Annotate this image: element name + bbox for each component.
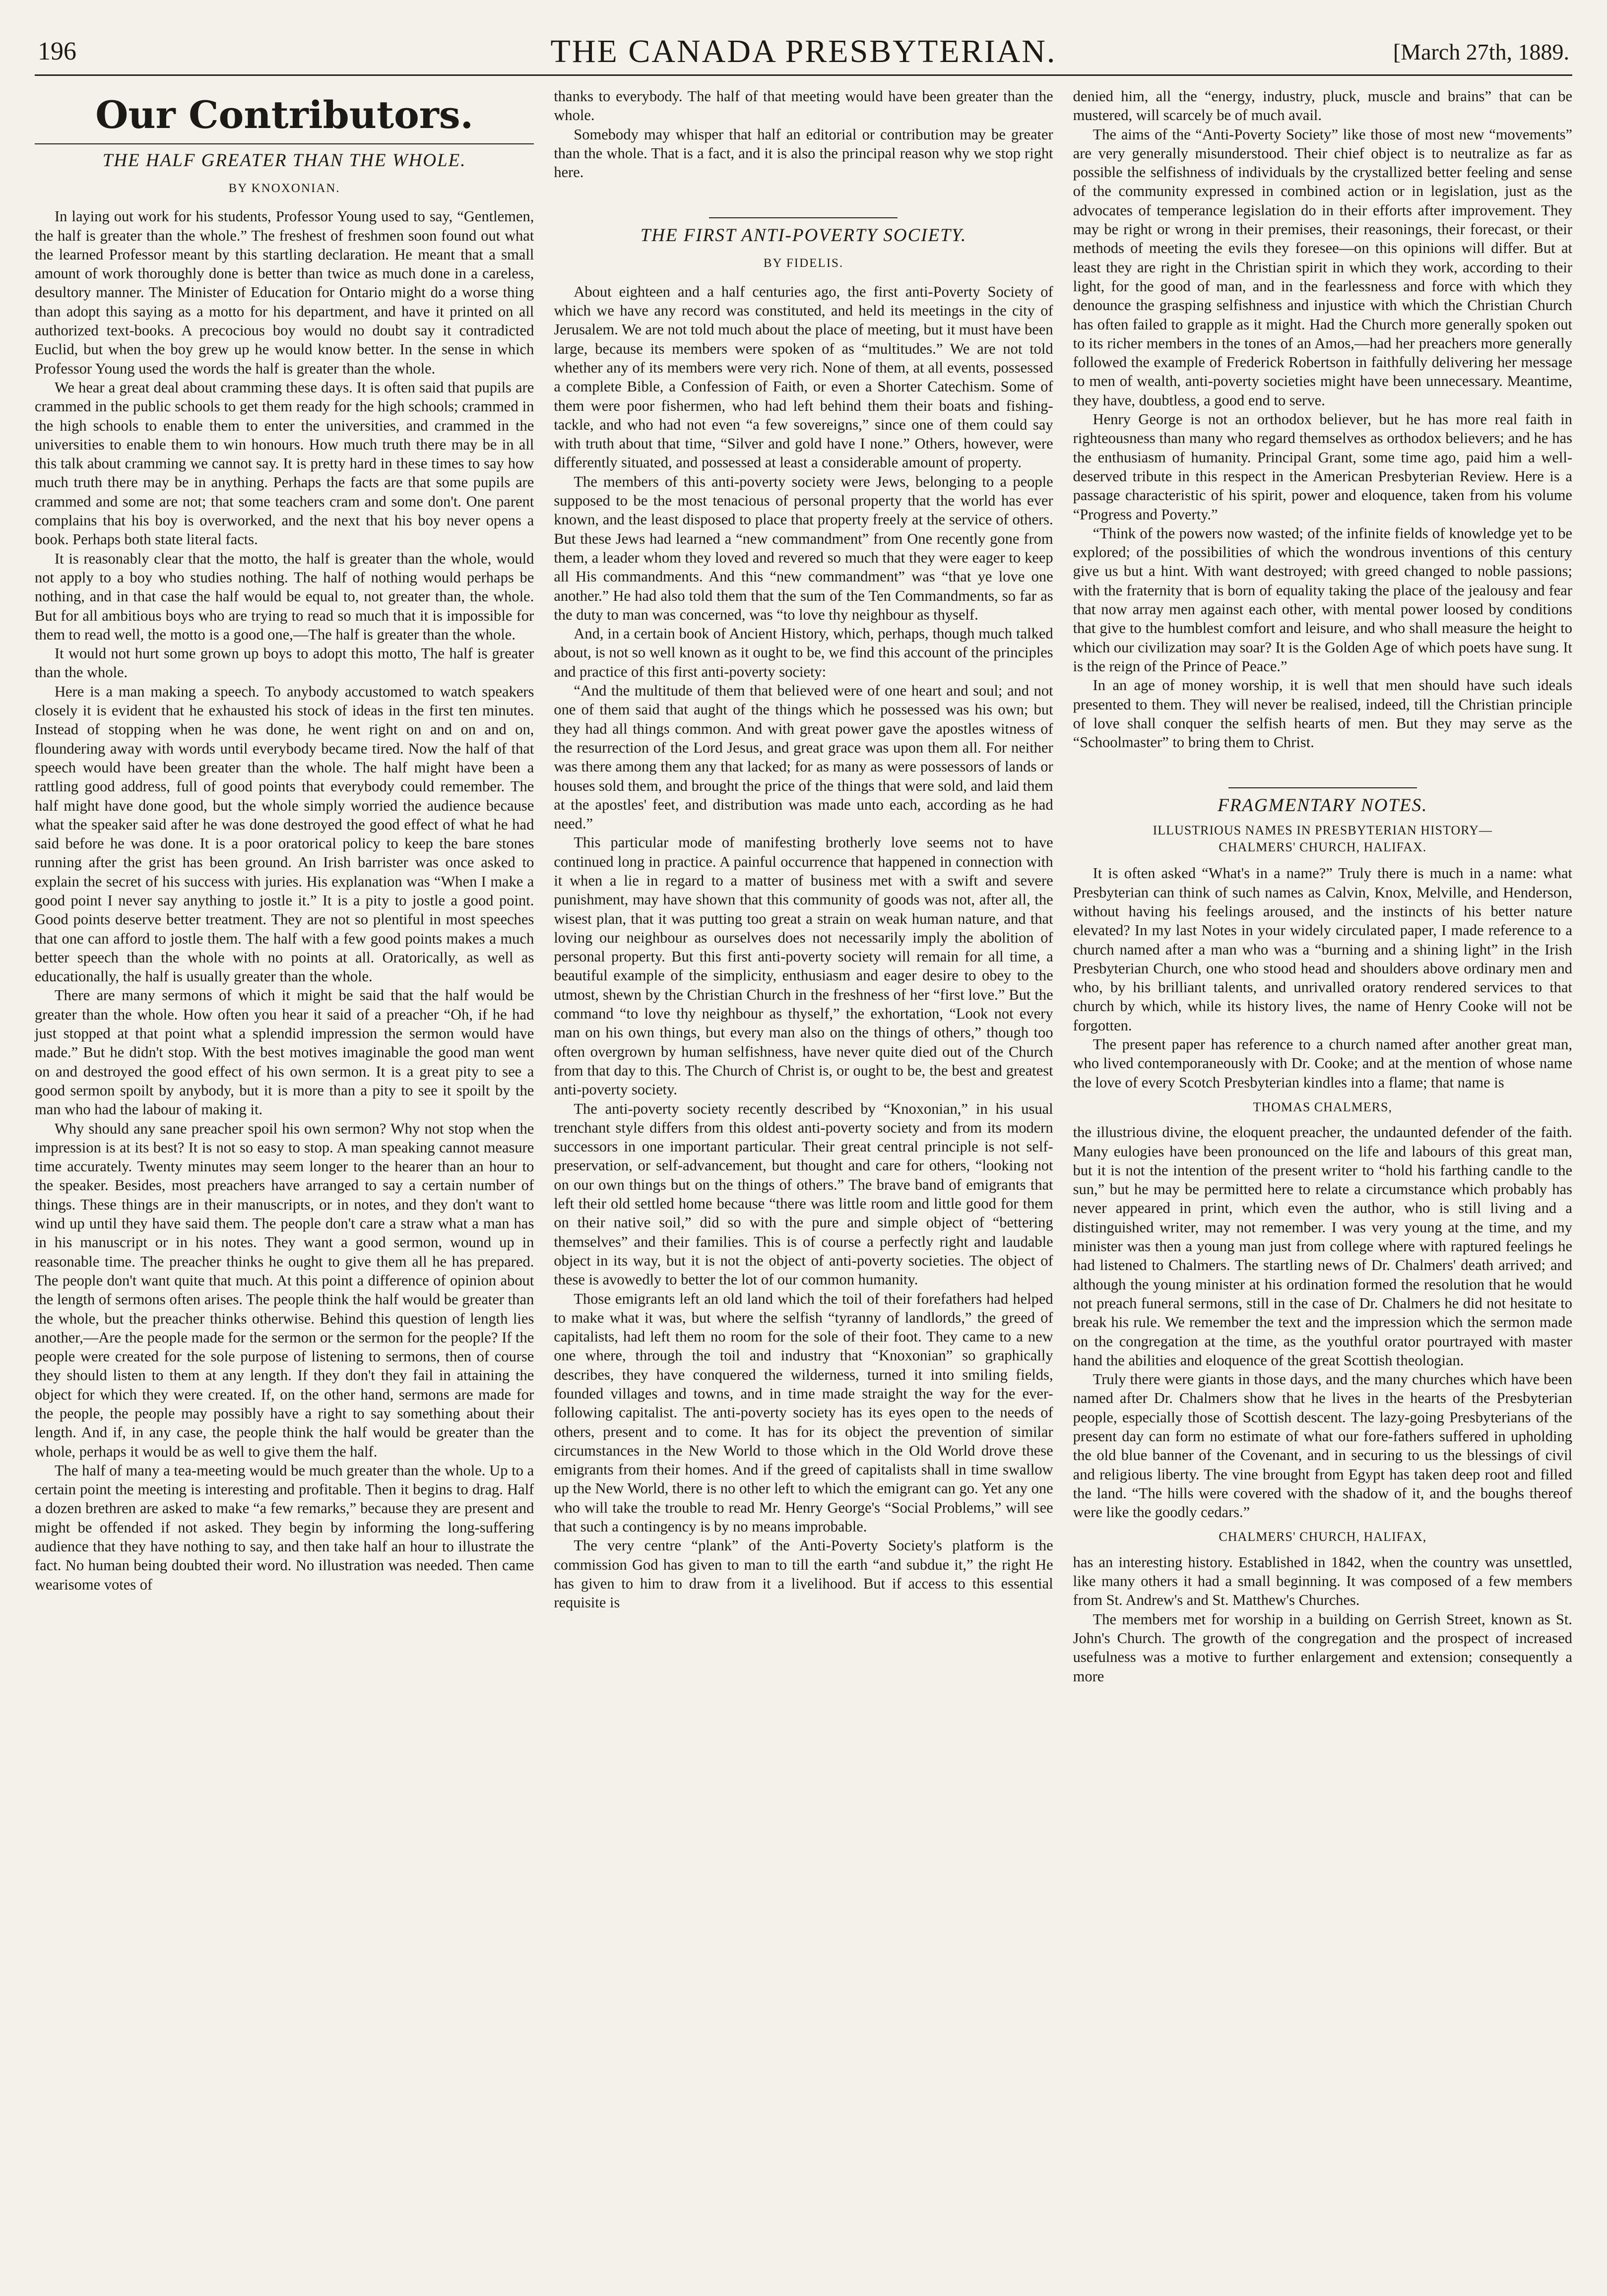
scripture-quote: “And the multitude of them that believed were of one heart and soul; and not one of them said that aught of the things which he possessed was his own; but they had all things common. And with great power gave the apostles witness of the resurrection of the Lord Jesus, and great grace was upon them all. For neither was there among them any that lacked; for as many as were possessors of lands or houses sold them, and brought the price of the things that were sold, and laid them at the apostles' feet, and distribution was made unto each, according as he had need.”	[554, 682, 1053, 832]
columns	[35, 87, 1572, 1686]
paragraph: It would not hurt some grown up boys to adopt this motto, The half is greater than the whole.	[35, 645, 534, 681]
subtitle-line: ILLUSTRIOUS NAMES IN PRESBYTERIAN HISTORY—	[1153, 823, 1492, 838]
paragraph: The aims of the “Anti-Poverty Society” like those of most new “movements” are very generally misunderstood. Their chief object is to neutralize as far as possible the selfishness of individuals by the crystallized better feeling and sense of the community expressed in combined action or in legislation, just as the advocates of temperance legislation do in their efforts after improvement. They may be right or wrong in their premises, their reasonings, their forecast, or their methods of meeting the evils they foresee—on this opinions will differ. But at least they are right in the Christian spirit in which they work, according to their light, for the good of man, and in the fearlessness and force with which they denounce the grasping selfishness and injustice with which the Christian Church has often failed to grapple as it might. Had the Church more generally spoken out to its richer members in the tones of an Amos,—had her preachers more generally followed the example of Frederick Robertson in faithfully delivering her message to men of wealth, anti-poverty societies might have been unnecessary. Meantime, they have, doubtless, a good end to serve.	[1073, 126, 1572, 409]
paragraph: And, in a certain book of Ancient History, which, perhaps, though much talked about, is not so well known as it ought to be, we find this account of the principles and practice of this first anti-poverty society:	[554, 625, 1053, 680]
spacer	[1073, 752, 1572, 781]
article-title: THE HALF GREATER THAN THE WHOLE.	[102, 150, 466, 171]
article-title: FRAGMENTARY NOTES.	[1218, 795, 1428, 816]
paragraph: thanks to everybody. The half of that meeting would have been greater than the whole.	[554, 88, 1053, 124]
article-body	[1073, 864, 1572, 1685]
paragraph: There are many sermons of which it might be said that the half would be greater than the whole. How often you hear it said of a preacher “Oh, if he had just stopped at that point what a splendid impression the sermon would have made.” But he didn't stop. With the best motives imaginable the good man went on and destroyed the good effect of his own sermon. It is a great pity to see a good sermon spoilt by anybody, but it is more than a pity to see it spoilt by the man who had the labour of making it.	[35, 987, 534, 1118]
paragraph: Henry George is not an orthodox believer, but he has more real faith in righteousness than many who regard themselves as orthodox believers; and he has the enthusiasm of humanity. Principal Grant, some time ago, paid him a well-deserved tribute in this respect in the American Presbyterian Review. Here is a passage characteristic of his spirit, power and eloquence, taken from his volume “Progress and Poverty.”	[1073, 411, 1572, 523]
paragraph: The anti-poverty society recently described by “Knoxonian,” in his usual trenchant style differs from this oldest anti-poverty society and from its modern successors in one important particular. Their great central principle is not self-preservation, or self-advancement, but thought and care for others, “looking not on our own things but on the things of others.” The brave band of emigrants that left their old settled home because “there was little room and little good for them on their native soil,” did so with the pure and simple object of “bettering themselves” and their families. This is of course a perfectly right and laudable object in its way, but it is not the object of anti-poverty societies. The object of these is avowedly to better the lot of our common humanity.	[554, 1100, 1053, 1288]
section-title: Our Contributors.	[95, 93, 474, 137]
paragraph: Somebody may whisper that half an editorial or contribution may be greater than the whole. That is a fact, and it is also the principal reason why we stop right here.	[554, 126, 1053, 181]
divider	[35, 143, 534, 144]
issue-date: [March 27th, 1889.	[1393, 39, 1569, 64]
paragraph: Those emigrants left an old land which the toil of their forefathers had helped to make what it was, but where the selfish “tyranny of landlords,” the greed of capitalists, had left them no room for the sole of their foot. They came to a new one where, through the toil and industry that “Knoxonian” so graphically describes, they have conquered the wilderness, turned it into smiling fields, founded villages and towns, and in time made straight the way for the ever-following capitalist. The anti-poverty society has its eyes open to the needs of others, present and to come. It has for its object the prevention of similar circumstances in the New World to those which in the Old World drove these emigrants from their homes. And if the greed of capitalists shall in time swallow up the New World, there is no other left to which the emigrant can go. Yet any one who will take the trouble to read Mr. Henry George's “Social Problems,” will see that such a contingency is by no means improbable.	[554, 1290, 1053, 1535]
quotation: “Think of the powers now wasted; of the infinite fields of knowledge yet to be explored; of the possibilities of which the wondrous inventions of this century give us but a hint. With want destroyed; with greed changed to noble passions; with the fraternity that is born of equality taking the place of the jealousy and fear that now array men against each other, with mental power loosed by conditions that give to the humblest comfort and leisure, and who shall measure the height to which our civilization may soar? It is the Golden Age of which poets have sung. It is the reign of the Prince of Peace.”	[1073, 524, 1572, 675]
paragraph: In an age of money worship, it is well that men should have such ideals presented to them. They will never be realised, indeed, till the Christian principle of love shall conquer the selfish hearts of men. But they may serve as the “Schoolmaster” to bring them to Christ.	[1073, 677, 1572, 751]
paragraph: has an interesting history. Established in 1842, when the country was unsettled, like many others it had a small beginning. It was composed of a few members from St. Andrew's and St. Matthew's Churches.	[1073, 1553, 1572, 1609]
page-number: 196	[38, 37, 76, 65]
paragraph: denied him, all the “energy, industry, pluck, muscle and brains” that can be mustered, will scarcely be of much avail.	[1073, 88, 1572, 124]
subtitle-line: CHALMERS' CHURCH, HALIFAX.	[1219, 840, 1427, 855]
masthead	[35, 30, 1572, 76]
article-subtitle	[1073, 822, 1572, 856]
newspaper-title: THE CANADA PRESBYTERIAN.	[550, 33, 1057, 69]
divider	[1228, 787, 1417, 788]
paragraph: the illustrious divine, the eloquent preacher, the undaunted defender of the faith. Many eulogies have been pronounced on the life and labours of this great man, but it is not the intention of the present writer to “hold his farthing candle to the sun,” but he may be permitted here to relate a circumstance which probably has never appeared in print, which even the author, who is still living and a distinguished writer, may not remember. I was very young at the time, and my minister was then a young man just from college where with raptured feelings he had listened to Chalmers. The startling news of Dr. Chalmers' death arrived; and although the young minister at his ordination formed the resolution that he would not preach funeral sermons, still in the case of Dr. Chalmers he did not hesitate to break his rule. We remember the text and the impression which the sermon made on the congregation at the time, as the youthful orator pourtrayed with master hand the abilities and eloquence of the great Scottish theologian.	[1073, 1124, 1572, 1369]
paragraph: Here is a man making a speech. To anybody accustomed to watch speakers closely it is evident that he exhausted his stock of ideas in the first ten minutes. Instead of stopping when he was done, he went right on and on and on, floundering away with words until everybody became tired. Now the half of that speech would have been greater than the whole. The half might have been a rattling good address, full of good points that everybody could remember. The half might have done good, but the whole simply worried the audience because what the speaker said after he was done destroyed the good effect of what he had said before he was done. It is a poor oratorical policy to keep the bare stones running after the grist has been ground. An Irish barrister was once asked to explain the secret of his success with juries. His explanation was “When I make a good point I never say anything to jostle it.” It is a pity to jostle a good point. Good points deserve better treatment. They are not so plentiful in most speeches that one can afford to jostle them. The half with a few good points makes a much better speech than the whole with no points at all. Oratorically, as well as educationally, the half is usually greater than the whole.	[35, 683, 534, 985]
divider	[709, 217, 898, 218]
paragraph: It is reasonably clear that the motto, the half is greater than the whole, would not apply to a boy who studies nothing. The half of nothing would perhaps be nothing, and in that case the half would be equal to, not greater than, the whole. But for all ambitious boys who are trying to read so much that it is impossible for them to read well, the motto is a good one,—The half is greater than the whole.	[35, 550, 534, 643]
article-body	[35, 207, 534, 1594]
paragraph: About eighteen and a half centuries ago, the first anti-Poverty Society of which we have any record was constituted, and held its meetings in the city of Jerusalem. We are not told much about the place of meeting, but it must have been large, because its members were spoken of as “multitudes.” We are not told whether any of its members were very rich. None of them, at all events, possessed a complete Bible, a Confession of Faith, or even a Shorter Catechism. Some of them were poor fishermen, who had left behind them their boats and fishing-tackle, and who had not even “a few sovereigns,” since one of them could say with truth about that time, “Silver and gold have I none.” Others, however, were differently situated, and possessed at least a considerable amount of property.	[554, 283, 1053, 471]
paragraph: In laying out work for his students, Professor Young used to say, “Gentlemen, the half is greater than the whole.” The freshest of freshmen soon found out what the learned Professor meant by this startling declaration. He meant that a small amount of work thoroughly done is better than twice as much done in a careless, desultory manner. The Minister of Education for Ontario might do a worse thing than adopt this saying as a motto for his department, and have it printed on all authorized text-books. A precocious boy would no doubt say it contradicted Euclid, but when the boy grew up he would know better. In the sense in which Professor Young used the words the half is greater than the whole.	[35, 208, 534, 377]
paragraph: The half of many a tea-meeting would be much greater than the whole. Up to a certain point the meeting is interesting and profitable. Then it begins to drag. Half a dozen brethren are asked to make “a few remarks,” because they are present and might be offended if not asked. They begin by informing the long-suffering audience that they have nothing to say, and then take half an hour to illustrate the fact. No human being doubted their word. No illustration was needed. Then came wearisome votes of	[35, 1462, 534, 1593]
article-byline: BY KNOXONIAN.	[228, 182, 340, 195]
column-left	[35, 87, 534, 1594]
inline-heading: THOMAS CHALMERS,	[1253, 1099, 1392, 1114]
spacer	[554, 182, 1053, 211]
paragraph: Truly there were giants in those days, and the many churches which have been named after Dr. Chalmers show that he lives in the hearts of the Presbyterian people, especially those of Scottish descent. The lazy-going Presbyterians of the present day can form no estimate of what our fore-fathers suffered in upholding the old blue banner of the Covenant, and in securing to us the blessings of civil and religious liberty. The vine brought from Egypt has taken deep root and filled the land. “The hills were covered with the shadow of it, and the boughs thereof were like the goodly cedars.”	[1073, 1371, 1572, 1521]
article-continuation	[554, 87, 1053, 182]
paragraph: This particular mode of manifesting brotherly love seems not to have continued long in practice. A painful occurrence that happened in connection with it when a lie in regard to a matter of business met with a swift and severe punishment, may have shown that this community of goods was not, after all, the wisest plan, that it was putting too great a strain on weak human nature, and that loving our neighbour as ourselves does not necessarily imply the abolition of personal property. But this first anti-poverty society will remain for all time, a beautiful example of the simplicity, enthusiasm and eager desire to obey to the utmost, shewn by the Christian Church in the freshness of her “first love.” But the command “to love thy neighbour as thyself,” the exhortation, “Look not every man on his own things, but every man also on the things of others,” though too often overgrown by human selfishness, have never quite died out of the Church from that day to this. The Church of Christ is, or ought to be, the best and greatest anti-poverty society.	[554, 834, 1053, 1098]
paragraph: The present paper has reference to a church named after another great man, who lived contemporaneously with Dr. Cooke; and at the mention of whose name the love of every Scotch Presbyterian kindles into a flame; that name is	[1073, 1036, 1572, 1091]
article-title: THE FIRST ANTI-POVERTY SOCIETY.	[640, 225, 967, 246]
paragraph: The members met for worship in a building on Gerrish Street, known as St. John's Church. The growth of the congregation and the prospect of increased usefulness was a motive to further enlargement and extension; consequently a more	[1073, 1610, 1572, 1685]
column-middle	[554, 87, 1053, 1612]
paragraph: We hear a great deal about cramming these days. It is often said that pupils are crammed in the public schools to get them ready for the high schools; crammed in the high schools to enable them to enter the universities, and crammed in the universities to enable them to win honours. How much truth there may be in all this talk about cramming we cannot say. It is pretty hard in these times to say how much truth there may be in anything. Perhaps the facts are that some pupils are crammed and some are not; that some teachers cram and some don't. One parent complains that his boy is overworked, and the next that his boy never opens a book. Perhaps both state literal facts.	[35, 379, 534, 548]
column-right	[1073, 87, 1572, 1686]
article-byline: BY FIDELIS.	[763, 256, 844, 270]
paragraph: It is often asked “What's in a name?” Truly there is much in a name: what Presbyterian can think of such names as Calvin, Knox, Melville, and Henderson, without having his feelings aroused, and the instincts of his better nature elevated? In my last Notes in your widely circulated paper, I made reference to a church named after a man who was a “burning and a shining light” in the Irish Presbyterian Church, one who stood head and shoulders above ordinary men and who, by his brilliant talents, and unrivalled oratory rendered services to that church by which, while its history lives, the name of Henry Cooke will not be forgotten.	[1073, 865, 1572, 1034]
article-continuation	[1073, 87, 1572, 752]
paragraph: The members of this anti-poverty society were Jews, belonging to a people supposed to be the most tenacious of personal property that the world has ever known, and the least disposed to place that property freely at the service of others. But these Jews had learned a “new commandment” from One recently gone from them, a leader whom they loved and revered so much that they were eager to keep all His commandments. And this “new commandment” was “that ye love one another.” He had also told them that the sum of the Ten Commandments, so far as the duty to man was concerned, was “to love thy neighbour as thyself.	[554, 473, 1053, 623]
inline-heading: CHALMERS' CHURCH, HALIFAX,	[1219, 1530, 1427, 1544]
article-body	[554, 282, 1053, 1612]
paragraph: Why should any sane preacher spoil his own sermon? Why not stop when the impression is at its best? It is not so easy to stop. A man speaking cannot measure time accurately. Twenty minutes may seem longer to the hearer than an hour to the speaker. Besides, most preachers have arranged to say a certain number of things. These things are in their manuscripts, or in notes, and they don't want to wind up until they have said them. The people don't care a straw what a man has in his manuscript or in his notes. They want a good sermon, wound up in reasonable time. The preacher thinks he ought to give them all he has prepared. The people don't want quite that much. At this point a difference of opinion about the length of sermons often arises. The people think the half would be greater than the whole, but the preacher thinks otherwise. Behind this question of length lies another,—Are the people made for the sermon or the sermon for the people? If the people were created for the sole purpose of listening to sermons, then of course they should listen to them at any length. If they don't they fail in attaining the object for which they were created. If, on the other hand, sermons are made for the people, the people may possibly have a right to say something about their length. And if, in any case, the people think the half would be greater than the whole, perhaps it would be as well to give them the half.	[35, 1120, 534, 1460]
paragraph: The very centre “plank” of the Anti-Poverty Society's platform is the commission God has given to man to till the earth “and subdue it,” the right He has given to him to draw from it a livelihood. But if access to this essential requisite is	[554, 1537, 1053, 1611]
